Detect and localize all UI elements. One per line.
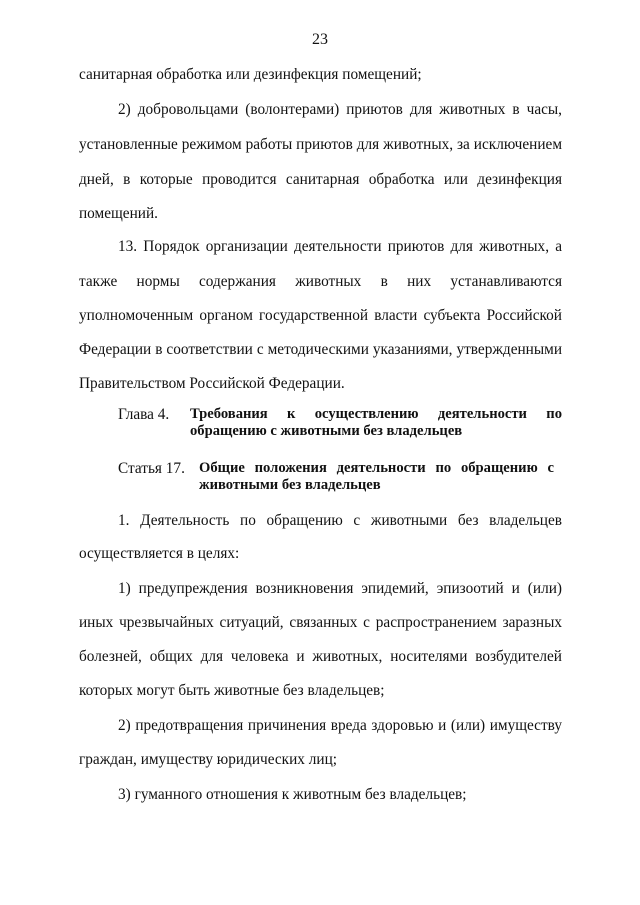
text-line: 2) предотвращения причинения вреда здоровью и (или) имуществу — [118, 717, 562, 734]
chapter-title — [190, 406, 562, 440]
text-line: 13. Порядок организации деятельности приютов для животных, а — [118, 238, 562, 255]
text-line: дней, в которые проводится санитарная обработка или дезинфекция — [79, 171, 562, 188]
text-line: которых могут быть животные без владельцев; — [79, 682, 385, 699]
text-line: помещений. — [79, 205, 158, 222]
article-title — [199, 460, 554, 494]
text-line: 2) добровольцами (волонтерами) приютов для животных в часы, — [118, 101, 562, 118]
text-line: 1) предупреждения возникновения эпидемий, эпизоотий и (или) — [118, 580, 562, 597]
article-title-line: Общие положения деятельности по обращению с — [199, 460, 554, 476]
text-line: Федерации в соответствии с методическими указаниями, утвержденными — [79, 341, 562, 358]
text-line: болезней, общих для человека и животных, носителями возбудителей — [79, 648, 562, 665]
chapter-title-line: Требования к осуществлению деятельности по — [190, 406, 562, 422]
page-number: 23 — [312, 31, 328, 48]
text-line: установленные режимом работы приютов для животных, за исключением — [79, 136, 562, 153]
text-line: Правительством Российской Федерации. — [79, 375, 345, 392]
chapter-label: Глава 4. — [118, 406, 170, 423]
chapter-title-line: обращению с животными без владельцев — [190, 423, 463, 439]
text-line: также нормы содержания животных в них устанавливаются — [79, 273, 562, 290]
text-line: граждан, имуществу юридических лиц; — [79, 751, 338, 768]
article-label: Статья 17. — [118, 460, 185, 477]
text-line: уполномоченным органом государственной власти субъекта Российской — [79, 307, 562, 324]
text-line: иных чрезвычайных ситуаций, связанных с распространением заразных — [79, 614, 562, 631]
text-line: 1. Деятельность по обращению с животными без владельцев — [118, 512, 562, 529]
text-line: санитарная обработка или дезинфекция помещений; — [79, 66, 422, 83]
article-title-line: животными без владельцев — [199, 477, 381, 493]
text-line: осуществляется в целях: — [79, 545, 240, 562]
text-line: 3) гуманного отношения к животным без владельцев; — [118, 786, 467, 803]
